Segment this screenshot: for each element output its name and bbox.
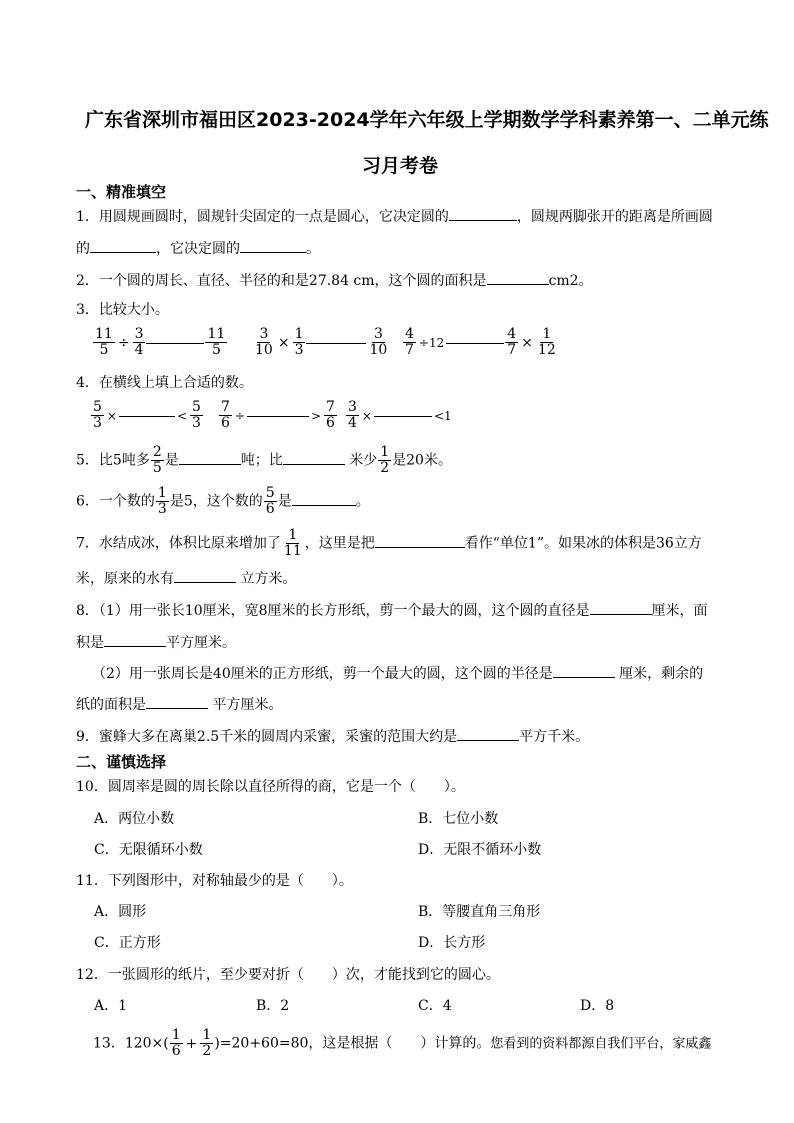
q8-text-e: （2）用一张周长是40厘米的正方形纸，剪一个最大的圆，这个圆的半径是	[92, 666, 553, 682]
fraction: $\frac{3}{10}$	[255, 326, 273, 358]
q3-blank-1[interactable]	[146, 342, 204, 344]
q7-blank-2[interactable]	[174, 568, 236, 583]
q7-text-c: 看作“单位1”。如果冰的体积是36立方	[464, 535, 702, 552]
q1-blank-1[interactable]	[449, 206, 517, 221]
q8-text-g: 纸的面积是	[76, 697, 146, 713]
q4-blank-2[interactable]	[247, 415, 309, 417]
q11-option-b[interactable]: B．等腰直角三角形	[418, 904, 541, 920]
q6-blank[interactable]	[292, 491, 356, 506]
q5-text-d: 米少	[344, 452, 378, 469]
q3-expression-1	[92, 327, 228, 358]
fraction: $\frac{1}{6}$	[171, 1027, 181, 1059]
operator: ÷12	[418, 335, 445, 350]
q11-option-d[interactable]: D．长方形	[418, 935, 486, 951]
q8-blank-4[interactable]	[146, 694, 208, 709]
question-7-line1	[76, 528, 702, 559]
q13-text-a: 13．120×(	[93, 1035, 169, 1052]
q5-text-b: 是	[164, 452, 179, 469]
q1-text-c: 的	[76, 241, 90, 257]
q9-blank[interactable]	[457, 726, 519, 741]
fraction: $\frac{5}{6}$	[265, 485, 275, 517]
q7-text-b: ，这里是把	[304, 535, 375, 552]
question-4-label: 4．在横线上填上合适的数。	[76, 375, 253, 391]
fraction: $\frac{3}{4}$	[134, 326, 144, 358]
q8-text-b: 厘米，面	[651, 603, 708, 619]
q11-option-c[interactable]: C．正方形	[94, 935, 161, 951]
section-heading-multiple-choice: 二、谨慎选择	[76, 753, 167, 771]
fraction: $\frac{11}{5}$	[207, 326, 226, 358]
q10-option-b[interactable]: B．七位小数	[418, 811, 499, 827]
q8-text-h: 平方厘米。	[208, 697, 283, 713]
q7-text-e: 立方米。	[236, 571, 297, 587]
question-10-stem: 10．圆周率是圆的周长除以直径所得的商，它是一个（ ）。	[76, 779, 465, 795]
question-9	[76, 726, 589, 747]
comparator: >	[310, 408, 322, 423]
q8-text-d: 平方厘米。	[166, 635, 236, 651]
q12-option-d[interactable]: D．8	[580, 998, 615, 1014]
operator: ×	[361, 408, 372, 423]
q2-text-b: cm2。	[548, 273, 593, 289]
question-8-line3	[92, 663, 703, 684]
q5-text-a: 5．比5吨多	[76, 452, 150, 469]
q1-text-b: ，圆规两脚张开的距离是所画圆	[516, 209, 713, 225]
comparator: <1	[433, 408, 452, 423]
fraction: $\frac{1}{2}$	[380, 444, 390, 476]
q11-option-a[interactable]: A．圆形	[94, 904, 147, 920]
question-5	[76, 445, 452, 476]
q10-option-a[interactable]: A．两位小数	[94, 811, 175, 827]
operator: ×	[277, 334, 290, 351]
comparator: <	[176, 408, 188, 423]
fraction: $\frac{3}{4}$	[348, 399, 357, 431]
fraction: $\frac{11}{5}$	[95, 326, 113, 358]
fraction: $\frac{5}{3}$	[192, 399, 201, 431]
q1-text-e: 。	[306, 241, 320, 257]
watermark-text: 您看到的资料都源自我们平台，家威鑫	[490, 1036, 712, 1052]
operator: ×	[106, 408, 117, 423]
q3-blank-3[interactable]	[446, 342, 504, 344]
q5-text-c: 吨；比	[240, 452, 283, 469]
q6-text-b: 是5，这个数的	[169, 493, 263, 510]
fraction: $\frac{1}{3}$	[157, 485, 167, 517]
question-7-line2	[76, 568, 296, 589]
fraction: $\frac{1}{2}$	[202, 1027, 212, 1059]
q4-expression-3	[345, 400, 454, 431]
q7-blank-1[interactable]	[375, 533, 465, 548]
fraction: $\frac{5}{3}$	[93, 399, 102, 431]
q8-blank-2[interactable]	[104, 632, 166, 647]
q6-text-a: 6．一个数的	[76, 493, 155, 510]
fraction: $\frac{1}{3}$	[294, 326, 304, 358]
q8-blank-3[interactable]	[553, 663, 615, 678]
q2-text-a: 2．一个圆的周长、直径、半径的和是27.84 cm，这个圆的面积是	[76, 273, 487, 289]
q1-text-a: 1．用圆规画圆时，圆规针尖固定的一点是圆心，它决定圆的	[76, 209, 449, 225]
q10-option-c[interactable]: C．无限循环小数	[94, 842, 203, 858]
q12-option-c[interactable]: C．4	[418, 998, 452, 1014]
q9-text-b: 平方千米。	[519, 729, 590, 745]
fraction: $\frac{4}{7}$	[405, 326, 414, 358]
question-1-line2	[76, 238, 320, 259]
fraction: $\frac{1}{12}$	[537, 326, 556, 358]
page-title-line2: 习月考卷	[362, 155, 439, 177]
q10-option-d[interactable]: D．无限不循环小数	[418, 842, 542, 858]
q3-blank-2[interactable]	[306, 342, 366, 344]
question-12-stem: 12．一张圆形的纸片，至少要对折（ ）次，才能找到它的圆心。	[76, 967, 500, 983]
operator: ×	[521, 334, 533, 351]
question-11-stem: 11．下列图形中，对称轴最少的是（ ）。	[76, 873, 353, 889]
question-6	[76, 486, 370, 517]
q2-blank[interactable]	[487, 270, 549, 285]
question-8-line4	[76, 694, 282, 715]
page-title-line1: 广东省深圳市福田区2023-2024学年六年级上学期数学学科素养第一、二单元练	[85, 109, 769, 131]
fraction: $\frac{2}{5}$	[152, 444, 162, 476]
q8-text-a: 8．（1）用一张长10厘米，宽8厘米的长方形纸，剪一个最大的圆，这个圆的直径是	[76, 603, 590, 619]
fraction: $\frac{7}{6}$	[326, 399, 335, 431]
q5-blank-2[interactable]	[283, 450, 345, 465]
operator: ÷	[234, 408, 245, 423]
question-1-line1	[76, 206, 713, 227]
q8-blank-1[interactable]	[590, 600, 652, 615]
fraction: $\frac{3}{10}$	[369, 326, 388, 358]
q5-blank-1[interactable]	[179, 450, 241, 465]
q1-text-d: ，它决定圆的	[156, 241, 240, 257]
q1-blank-2[interactable]	[90, 238, 156, 253]
q4-expression-1	[90, 400, 204, 431]
fraction: $\frac{4}{7}$	[507, 326, 517, 358]
q12-option-b[interactable]: B．2	[256, 998, 290, 1014]
q4-blank-1[interactable]	[119, 415, 175, 417]
q8-text-f: 厘米，剩余的	[614, 666, 704, 682]
q8-text-c: 积是	[76, 635, 104, 651]
question-8-line1	[76, 600, 708, 621]
q12-option-a[interactable]: A．1	[94, 998, 128, 1014]
q3-expression-3	[402, 327, 559, 358]
q4-blank-3[interactable]	[374, 415, 432, 417]
question-8-line2	[76, 632, 236, 653]
q9-text-a: 9．蜜蜂大多在离巢2.5千米的圆周内采蜜，采蜜的范围大约是	[76, 729, 458, 745]
fraction: $\frac{1}{11}$	[283, 527, 302, 559]
q3-expression-2	[252, 327, 390, 358]
section-heading-fill-in: 一、精准填空	[76, 183, 167, 201]
operator: +	[185, 1035, 198, 1052]
q5-text-e: 是20米。	[392, 452, 452, 469]
q6-text-d: 。	[355, 493, 370, 510]
operator: ÷	[117, 334, 130, 351]
q7-text-a: 7．水结成冰，体积比原来增加了	[76, 535, 281, 552]
question-3-label: 3．比较大小。	[76, 302, 169, 318]
fraction: $\frac{7}{6}$	[221, 399, 230, 431]
q6-text-c: 是	[277, 493, 292, 510]
question-2	[76, 270, 593, 291]
q4-expression-2	[218, 400, 338, 431]
question-13	[93, 1028, 711, 1059]
q1-blank-3[interactable]	[240, 238, 306, 253]
q7-text-d: 米，原来的水有	[76, 571, 174, 587]
q13-text-b: )=20+60=80，这是根据（ ）计算的。	[214, 1035, 491, 1052]
